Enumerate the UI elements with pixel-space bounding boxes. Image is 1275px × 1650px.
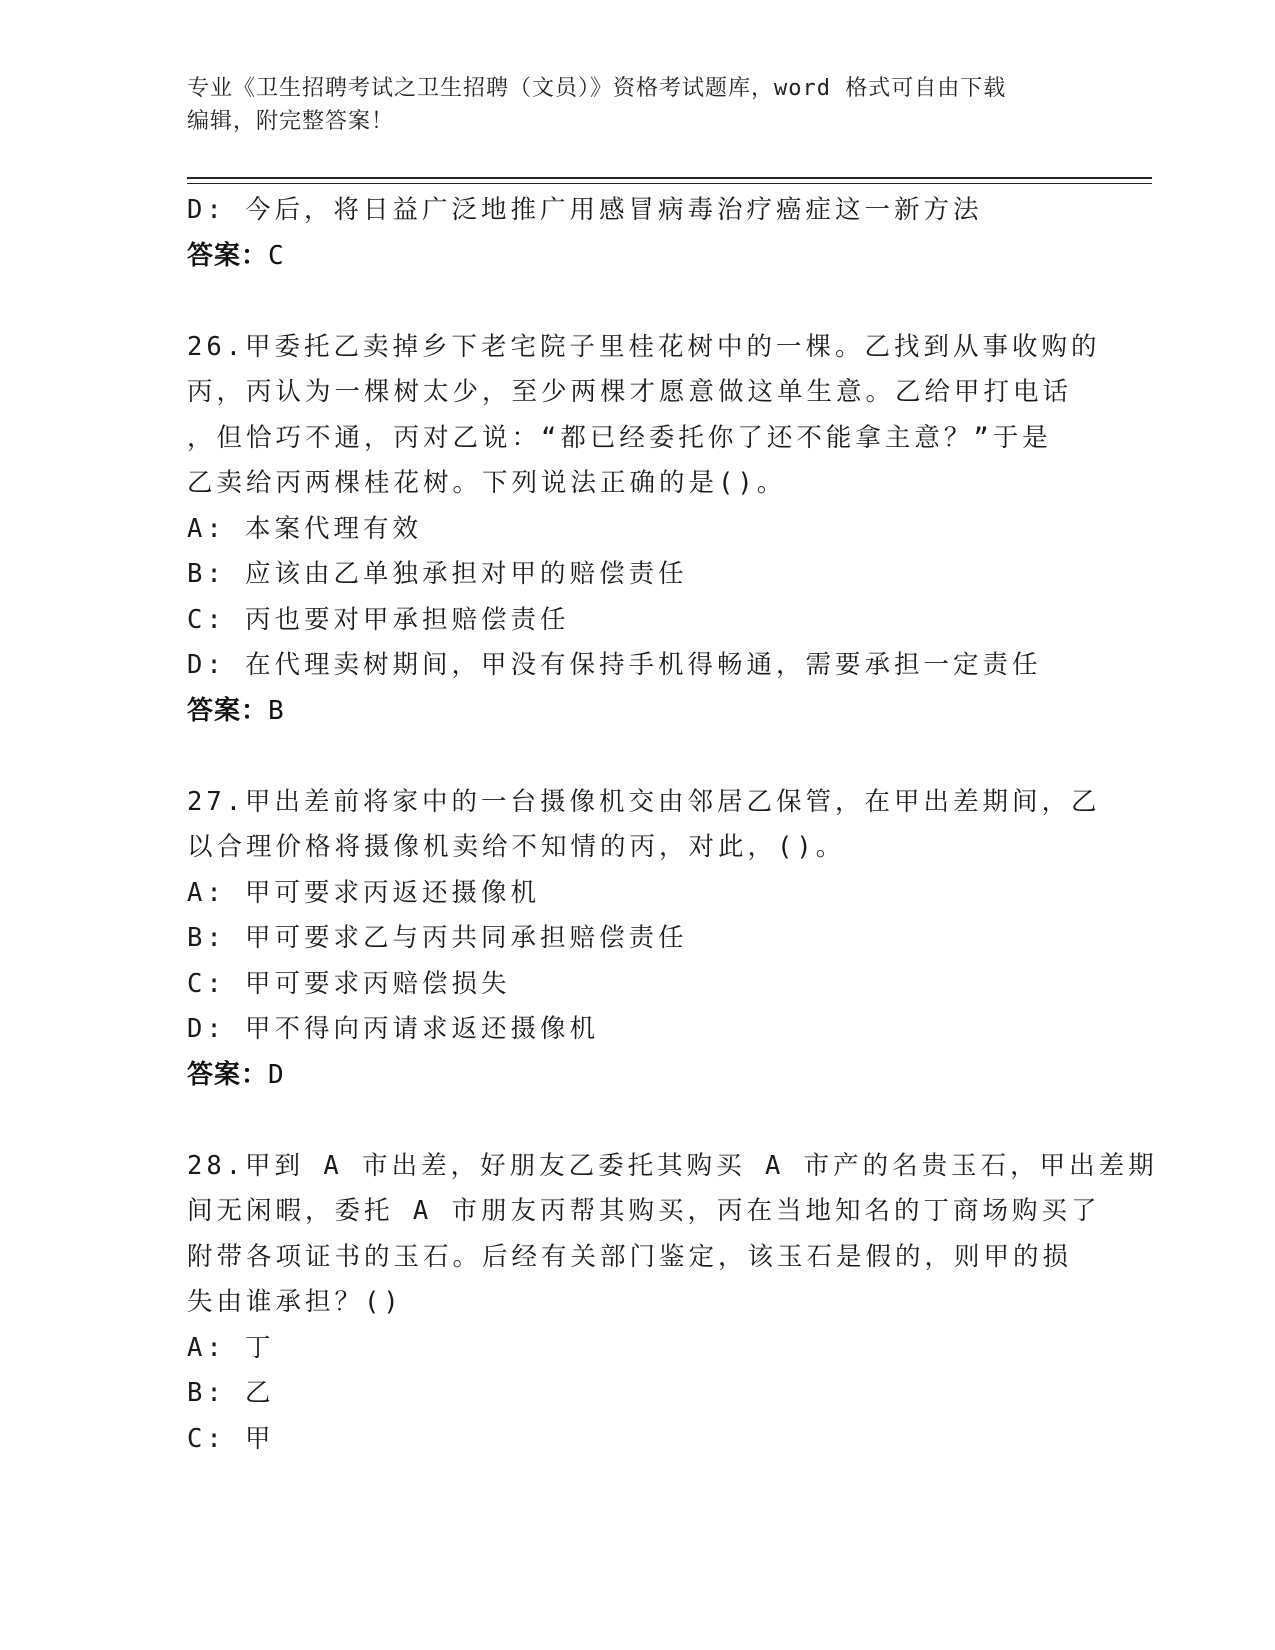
question-27 bbox=[187, 780, 1101, 1099]
answer-label: 答案： bbox=[187, 240, 269, 271]
option-a: A: 甲可要求丙返还摄像机 bbox=[187, 877, 541, 908]
question-stem-line: 间无闲暇，委托 A 市朋友丙帮其购买，丙在当地知名的丁商场购买了 bbox=[187, 1196, 1101, 1226]
question-stem-line: 失由谁承担？() bbox=[187, 1287, 403, 1317]
prev-option-d: D: 今后，将日益广泛地推广用感冒病毒治疗癌症这一新方法 bbox=[187, 195, 983, 225]
option-b: B: 应该由乙单独承担对甲的赔偿责任 bbox=[187, 559, 688, 589]
option-a: A: 丁 bbox=[187, 1332, 275, 1363]
header-line-2: 编辑，附完整答案！ bbox=[187, 109, 395, 134]
option-d: D: 在代理卖树期间，甲没有保持手机得畅通，需要承担一定责任 bbox=[187, 650, 1042, 680]
option-d: D: 甲不得向丙请求返还摄像机 bbox=[187, 1014, 600, 1044]
question-stem-line: 26.甲委托乙卖掉乡下老宅院子里桂花树中的一棵。乙找到从事收购的 bbox=[187, 331, 1101, 362]
answer-value: C bbox=[268, 240, 285, 271]
option-a: A: 本案代理有效 bbox=[187, 513, 423, 544]
page-header bbox=[187, 72, 1087, 138]
prev-answer bbox=[187, 234, 1087, 280]
question-28 bbox=[187, 1144, 1158, 1463]
question-26 bbox=[187, 325, 1101, 735]
question-stem-line: ，但恰巧不通，丙对乙说：“都已经委托你了还不能拿主意？”于是 bbox=[187, 422, 1052, 453]
answer-value: B bbox=[268, 695, 285, 726]
header-line-1: 专业《卫生招聘考试之卫生招聘（文员）》资格考试题库，word 格式可自由下载 bbox=[187, 76, 1007, 101]
question-stem-line: 附带各项证书的玉石。后经有关部门鉴定，该玉石是假的，则甲的损 bbox=[187, 1241, 1073, 1272]
option-c: C: 丙也要对甲承担赔偿责任 bbox=[187, 604, 570, 635]
option-b: B: 乙 bbox=[187, 1378, 275, 1408]
answer-label: 答案： bbox=[187, 1059, 269, 1090]
option-c: C: 甲 bbox=[187, 1423, 275, 1454]
question-content bbox=[187, 188, 1158, 1462]
spacer bbox=[187, 279, 1087, 325]
question-stem-line: 27.甲出差前将家中的一台摄像机交由邻居乙保管，在甲出差期间，乙 bbox=[187, 786, 1101, 817]
question-stem-line: 以合理价格将摄像机卖给不知情的丙，对此，()。 bbox=[187, 832, 846, 862]
question-stem-line: 28.甲到 A 市出差，好朋友乙委托其购买 A 市产的名贵玉石，甲出差期 bbox=[187, 1150, 1158, 1181]
answer-label: 答案： bbox=[187, 695, 269, 726]
header-divider-thick bbox=[187, 177, 1152, 179]
spacer bbox=[187, 1098, 1087, 1144]
spacer bbox=[187, 734, 1087, 780]
option-c: C: 甲可要求丙赔偿损失 bbox=[187, 968, 511, 999]
answer bbox=[187, 689, 1087, 735]
answer-value: D bbox=[268, 1059, 285, 1090]
header-divider-thin bbox=[187, 183, 1152, 184]
answer bbox=[187, 1053, 1087, 1099]
option-b: B: 甲可要求乙与丙共同承担赔偿责任 bbox=[187, 923, 688, 953]
question-stem-line: 乙卖给丙两棵桂花树。下列说法正确的是()。 bbox=[187, 468, 787, 498]
question-stem-line: 丙，丙认为一棵树太少，至少两棵才愿意做这单生意。乙给甲打电话 bbox=[187, 377, 1073, 407]
